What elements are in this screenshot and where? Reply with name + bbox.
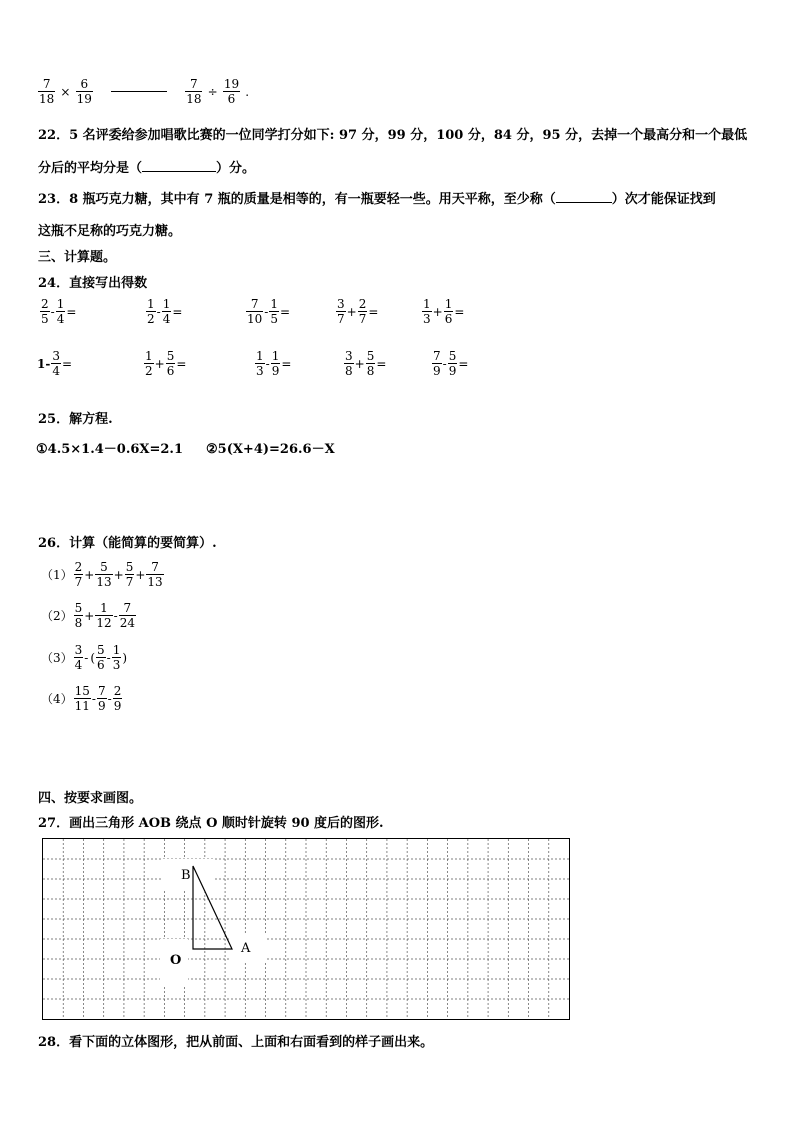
item-label: （3）	[41, 651, 73, 665]
equals-sign: =	[368, 304, 379, 319]
fraction: $\frac{3}{4}$	[52, 349, 60, 378]
q23-text: 23．8 瓶巧克力糖，其中有 7 瓶的质量是相等的，有一瓶要轻一些。用天平称，至少称（	[38, 192, 556, 207]
equals-sign: =	[458, 356, 469, 371]
fraction: $\frac{1}{3}$	[112, 643, 121, 672]
operator: +	[84, 608, 95, 623]
mental-math-item[interactable]	[144, 349, 187, 378]
operator: +	[135, 567, 146, 582]
operator: +	[113, 567, 124, 582]
calc-item[interactable]	[40, 560, 164, 589]
operator: -	[156, 304, 161, 319]
fraction: $\frac{7}{18}$	[186, 77, 202, 106]
operator: +	[84, 567, 95, 582]
mental-math-item[interactable]	[36, 349, 73, 378]
q22-text: 分后的平均分是（	[38, 161, 143, 176]
top-compare	[38, 77, 250, 106]
mental-math-item[interactable]	[255, 349, 292, 378]
fraction: $\frac{2}{7}$	[358, 297, 367, 326]
fraction: $\frac{5}{6}$	[166, 349, 175, 378]
fraction: $\frac{1}{4}$	[56, 297, 65, 326]
operator: -	[91, 691, 96, 706]
fraction: $\frac{3}{8}$	[345, 349, 353, 378]
answer-blank[interactable]	[111, 91, 167, 92]
q25-title: 25．解方程.	[38, 412, 113, 427]
fraction: $\frac{1}{2}$	[147, 297, 155, 326]
fraction: $\frac{5}{8}$	[366, 349, 375, 378]
equals-sign: =	[61, 356, 73, 371]
item-label: （4）	[41, 692, 73, 706]
mental-math-item[interactable]	[246, 297, 291, 326]
mental-math-item[interactable]	[422, 297, 465, 326]
fraction: $\frac{3}{4}$	[74, 643, 83, 672]
grid-svg	[43, 839, 569, 1019]
q25-eq2: ②5(X+4)=26.6－X	[206, 442, 335, 457]
operator: +	[154, 356, 165, 371]
fraction: $\frac{7}{18}$	[39, 77, 55, 106]
fraction: $\frac{1}{12}$	[96, 601, 112, 630]
fraction: $\frac{7}{13}$	[147, 560, 163, 589]
calc-item[interactable]	[40, 643, 128, 672]
fraction: $\frac{5}{13}$	[96, 560, 112, 589]
fraction: $\frac{7}{9}$	[433, 349, 441, 378]
fraction: $\frac{1}{2}$	[145, 349, 153, 378]
equals-sign: =	[279, 304, 291, 319]
label-b: B	[181, 868, 191, 883]
fraction: $\frac{15}{11}$	[74, 684, 90, 713]
fraction: $\frac{5}{8}$	[74, 601, 83, 630]
operator: -	[265, 356, 270, 371]
paren-open: (	[90, 650, 96, 665]
fraction: $\frac{2}{7}$	[74, 560, 83, 589]
prefix: 1-	[37, 356, 51, 371]
operator: -	[106, 650, 111, 665]
mental-math-item[interactable]	[336, 297, 379, 326]
fraction: $\frac{7}{24}$	[119, 601, 135, 630]
q24-title: 24．直接写出得数	[38, 276, 148, 291]
q28-title: 28．看下面的立体图形，把从前面、上面和右面看到的样子画出来。	[38, 1035, 434, 1050]
operator: -	[442, 356, 447, 371]
equals-sign: =	[172, 304, 183, 319]
operator: -	[84, 650, 89, 665]
operator: ÷	[207, 84, 218, 99]
calc-item[interactable]	[40, 601, 136, 630]
operator: -	[107, 691, 112, 706]
fraction: $\frac{5}{9}$	[448, 349, 457, 378]
q25-eq1: ①4.5×1.4－0.6X=2.1	[36, 442, 183, 457]
period: .	[245, 84, 250, 99]
q27-title: 27．画出三角形 AOB 绕点 O 顺时针旋转 90 度后的图形.	[38, 816, 384, 831]
operator: -	[50, 304, 55, 319]
operator: +	[354, 356, 365, 371]
fraction: $\frac{1}{3}$	[256, 349, 264, 378]
fraction: $\frac{3}{7}$	[337, 297, 345, 326]
fraction: $\frac{1}{5}$	[270, 297, 278, 326]
operator: -	[264, 304, 269, 319]
section-4-heading: 四、按要求画图。	[38, 791, 143, 806]
item-label: （2）	[41, 609, 73, 623]
mental-math-item[interactable]	[432, 349, 469, 378]
mental-math-item[interactable]	[40, 297, 77, 326]
mental-math-item[interactable]	[344, 349, 387, 378]
item-label: （1）	[41, 568, 73, 582]
drawing-grid[interactable]	[42, 838, 570, 1020]
fraction: $\frac{6}{19}$	[76, 77, 92, 106]
q23-text-end: ）次才能保证找到	[611, 192, 716, 207]
fraction: $\frac{5}{6}$	[97, 643, 105, 672]
q26-title: 26．计算（能简算的要简算）.	[38, 536, 217, 551]
fraction: $\frac{7}{9}$	[97, 684, 106, 713]
operator: ×	[60, 84, 71, 99]
q22-line2	[38, 157, 255, 176]
equals-sign: =	[376, 356, 387, 371]
answer-blank[interactable]	[142, 159, 216, 172]
answer-blank[interactable]	[556, 190, 612, 203]
equals-sign: =	[454, 304, 465, 319]
q22-line1: 22．5 名评委给参加唱歌比赛的一位同学打分如下: 97 分，99 分，100 分，84 分，95 分，去掉一个最高分和一个最低	[38, 128, 748, 143]
fraction: $\frac{7}{10}$	[247, 297, 263, 326]
operator: +	[346, 304, 357, 319]
fraction: $\frac{5}{7}$	[125, 560, 134, 589]
label-a: A	[241, 941, 251, 956]
operator: +	[432, 304, 443, 319]
fraction: $\frac{19}{6}$	[223, 77, 240, 106]
fraction: $\frac{2}{5}$	[41, 297, 49, 326]
section-3-heading: 三、计算题。	[38, 250, 117, 265]
fraction: $\frac{1}{3}$	[423, 297, 431, 326]
fraction: $\frac{1}{6}$	[444, 297, 453, 326]
paren-close: )	[122, 650, 128, 665]
equals-sign: =	[281, 356, 292, 371]
equals-sign: =	[66, 304, 77, 319]
q22-text-end: ）分。	[216, 161, 256, 176]
fraction: $\frac{2}{9}$	[113, 684, 122, 713]
equals-sign: =	[176, 356, 187, 371]
fraction: $\frac{1}{4}$	[162, 297, 171, 326]
operator: -	[113, 608, 118, 623]
fraction: $\frac{1}{9}$	[271, 349, 280, 378]
mental-math-item[interactable]	[146, 297, 183, 326]
calc-item[interactable]	[40, 684, 122, 713]
q23-line1	[38, 188, 716, 207]
q23-line2: 这瓶不足称的巧克力糖。	[38, 224, 182, 239]
label-o: O	[170, 953, 182, 968]
